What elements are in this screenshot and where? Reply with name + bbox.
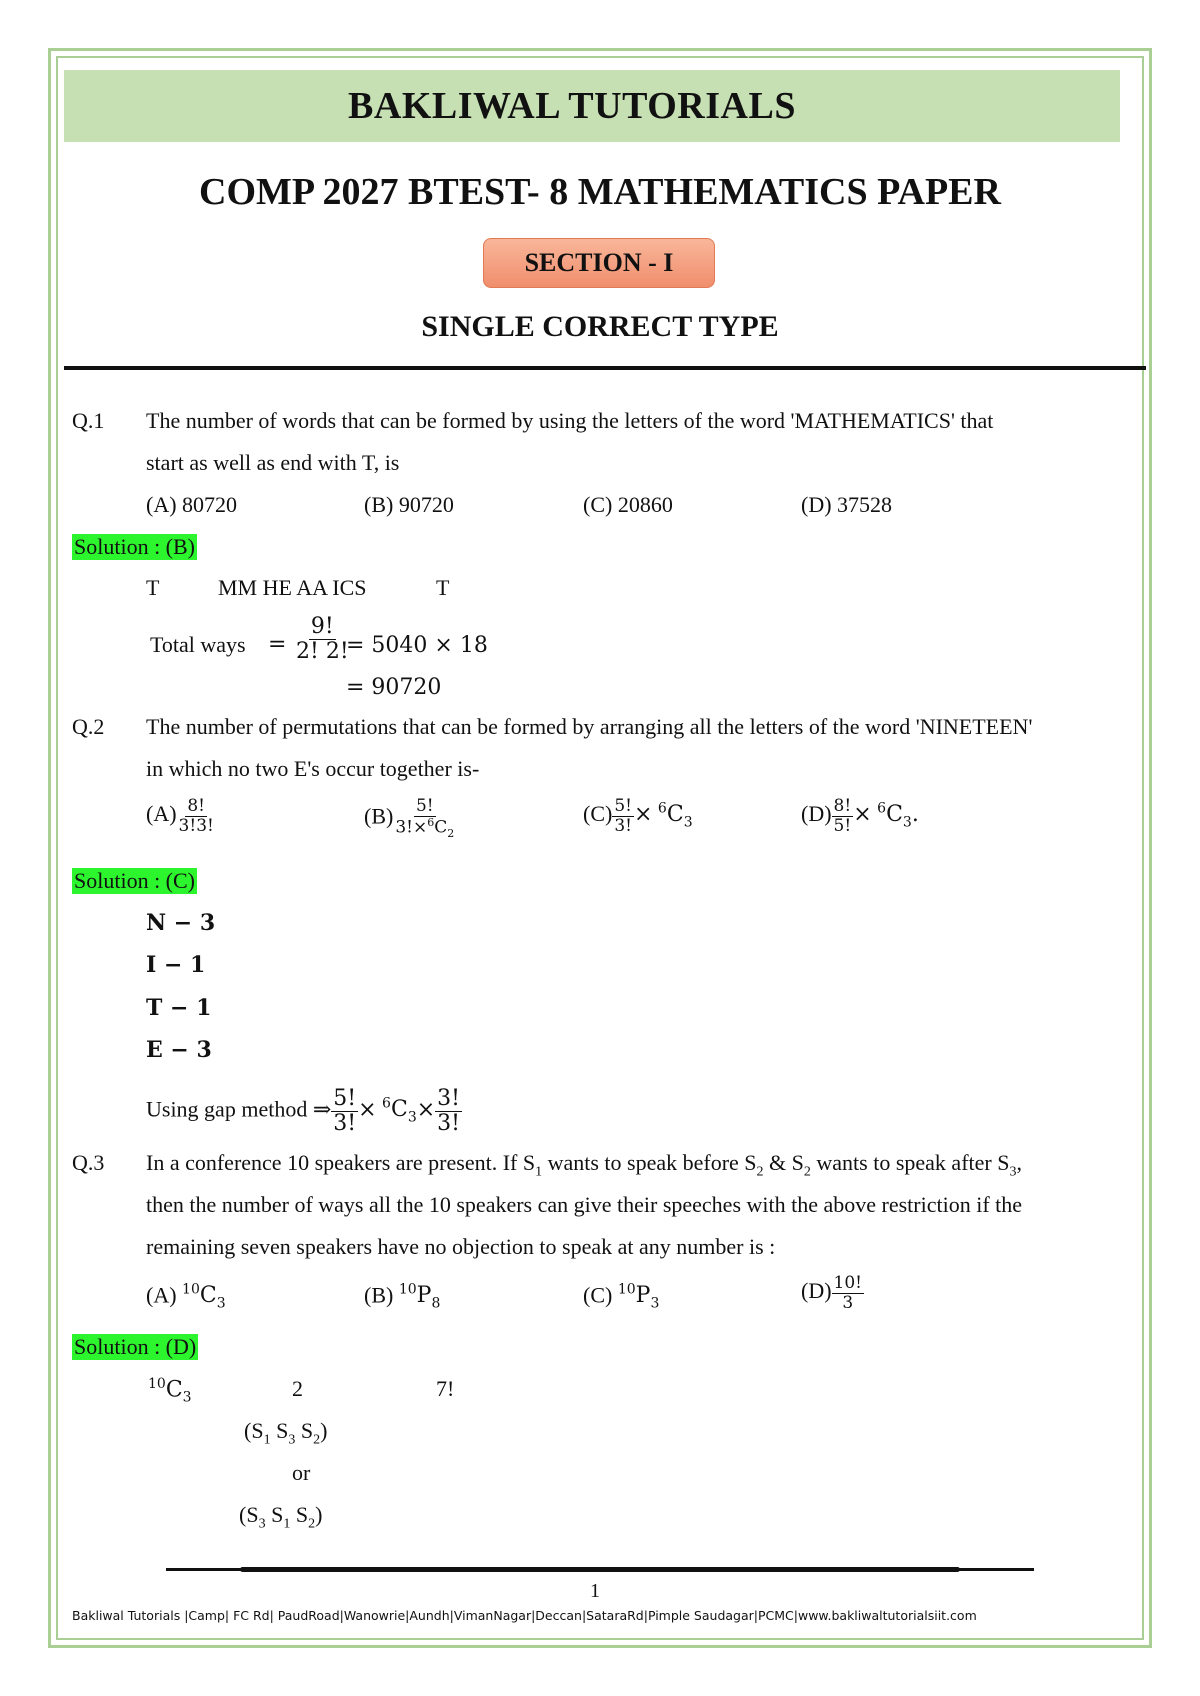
q3-order-2: [239, 1502, 322, 1532]
q1-work-first: T: [146, 575, 160, 600]
q3-option-d: [801, 1274, 864, 1312]
q2-option-a-num: 8!: [187, 796, 206, 816]
page-border-inner: [56, 56, 1144, 1640]
q3-o2-sub-c: 1: [283, 1516, 291, 1532]
q2-option-d-label: (D): [801, 801, 832, 827]
q3-option-b-sub: 8: [431, 1295, 441, 1312]
q3-option-a-sub: 3: [216, 1295, 226, 1312]
q3-l1-sub3: 2: [803, 1164, 811, 1180]
q3-o2-sub-e: 2: [308, 1516, 316, 1532]
section-badge: SECTION - I: [483, 238, 715, 288]
q2-option-d-den: 5!: [833, 815, 852, 836]
footer-branches: Bakliwal Tutorials |Camp| FC Rd| PaudRoad|Wanowrie|Aundh|VimanNagar|Deccan|SataraRd|Pimple Saudagar|PCMC|www.bakliwaltutorialsiit.com: [72, 1608, 977, 1623]
q3-o1-close: ): [320, 1418, 328, 1443]
q2-option-d-sup: 6: [877, 800, 887, 817]
q3-o2-d: S: [290, 1502, 309, 1527]
q3-o2-b: S: [265, 1502, 284, 1527]
q2-solution-label: Solution : (C): [74, 868, 196, 893]
q2-option-a: [146, 797, 216, 835]
q3-l1-part-d: wants to speak after S: [810, 1150, 1010, 1175]
page-number: 1: [590, 1580, 600, 1602]
q3-option-c-sup: 10: [617, 1282, 636, 1298]
q2-option-d-times: ×: [853, 802, 872, 828]
q3-text-line3: remaining seven speakers have no objection to speak at any number is :: [146, 1234, 776, 1259]
q3-work-two: 2: [292, 1376, 303, 1401]
q3-option-d-label: (D): [801, 1278, 832, 1304]
q3-option-d-num: 10!: [833, 1273, 863, 1293]
q3-l1-sub1: 1: [535, 1164, 543, 1180]
q3-l1-part-c: & S: [763, 1150, 804, 1175]
footer-rule-thick: [240, 1567, 960, 1572]
q2-gap-c: C: [390, 1097, 408, 1123]
header-divider: [64, 366, 1146, 370]
q2-gap-sup: 6: [382, 1096, 391, 1112]
q3-option-d-den: 3: [842, 1292, 854, 1313]
q2-option-b-sup: 6: [427, 815, 435, 829]
q3-option-a-label: (A): [146, 1282, 177, 1308]
q2-gap-label: Using gap method: [146, 1096, 308, 1122]
q2-gap-frac1-num: 5!: [333, 1085, 357, 1111]
q2-gap-sub: 3: [407, 1109, 417, 1126]
q2-option-c: [583, 797, 693, 835]
q3-o1-b: S: [270, 1418, 289, 1443]
q1-number: Q.1: [72, 408, 105, 433]
q3-option-c-sub: 3: [650, 1295, 660, 1312]
q1-total-label: Total ways: [150, 632, 246, 657]
q3-o1-open: (S: [244, 1418, 264, 1443]
q2-option-d-dot: .: [911, 802, 919, 828]
q3-o1-sub-e: 2: [313, 1432, 321, 1448]
q1-result2: = 90720: [346, 675, 442, 700]
q2-option-b-sub: 2: [447, 826, 455, 840]
q3-solution-label: Solution : (D): [74, 1334, 197, 1359]
q1-solution-label: Solution : (B): [74, 534, 196, 559]
q1-result1: = 5040 × 18: [346, 633, 488, 658]
q3-option-c-p: P: [635, 1283, 651, 1309]
q1-work-middle: MM HE AA ICS: [218, 575, 367, 600]
q2-count-n: N − 3: [146, 910, 216, 936]
q3-or: or: [292, 1460, 311, 1485]
q2-option-b-label: (B): [364, 803, 394, 829]
q1-option-b: (B) 90720: [364, 492, 454, 517]
q3-option-b-p: P: [416, 1283, 432, 1309]
q2-option-c-c: C: [666, 802, 684, 828]
q2-gap-frac1-den: 3!: [333, 1110, 357, 1136]
q3-work-c: C: [165, 1377, 183, 1403]
q3-text-line1: [146, 1150, 1022, 1180]
q1-option-d: (D) 37528: [801, 492, 893, 517]
q2-count-e: E − 3: [146, 1037, 212, 1063]
q3-text-line2: then the number of ways all the 10 speakers can give their speeches with the above restriction if the: [146, 1192, 1023, 1217]
q3-o1-d: S: [295, 1418, 314, 1443]
q2-option-b: [364, 797, 456, 840]
q3-option-c-label: (C): [583, 1282, 613, 1308]
q3-o1-sub-a: 1: [263, 1432, 271, 1448]
institute-banner: [64, 70, 1120, 142]
q1-text-line2: start as well as end with T, is: [146, 450, 400, 475]
q2-gap-frac2-num: 3!: [437, 1085, 461, 1111]
q3-option-a: [146, 1282, 226, 1312]
q1-equals: =: [268, 632, 287, 657]
q1-option-c: (C) 20860: [583, 492, 673, 517]
q3-option-b-sup: 10: [398, 1282, 417, 1298]
q2-option-c-label: (C): [583, 801, 613, 827]
q2-option-b-c: C: [434, 817, 448, 838]
q3-option-b: [364, 1282, 440, 1312]
q3-l1-sub4: 3: [1009, 1164, 1017, 1180]
q3-o2-sub-a: 3: [258, 1516, 266, 1532]
q3-o1-sub-c: 3: [288, 1432, 296, 1448]
q1-work-last: T: [436, 575, 450, 600]
q3-work-sub: 3: [182, 1389, 192, 1406]
q3-o2-open: (S: [239, 1502, 259, 1527]
q1-text-line1: The number of words that can be formed by using the letters of the word 'MATHEMATICS' that: [146, 408, 994, 433]
q3-work-combination: [148, 1376, 192, 1406]
q1-frac-den: 2! 2!: [296, 639, 349, 665]
q2-option-d-c: C: [886, 802, 903, 828]
q2-gap-arrow: ⇒: [312, 1097, 332, 1123]
q3-option-c: [583, 1282, 659, 1312]
q2-option-b-num: 5!: [415, 796, 434, 816]
q2-option-c-num: 5!: [614, 796, 632, 816]
q2-option-c-den: 3!: [614, 815, 632, 836]
q2-option-c-times: ×: [633, 802, 653, 828]
q2-option-d-sub: 3: [902, 814, 912, 831]
q2-count-t: T − 1: [146, 995, 212, 1021]
q2-number: Q.2: [72, 714, 105, 739]
q2-option-d: [801, 797, 919, 835]
q1-option-a: (A) 80720: [146, 492, 238, 517]
q2-option-d-num: 8!: [833, 796, 852, 816]
q2-gap-times1: ×: [358, 1097, 377, 1123]
q3-work-factorial: 7!: [436, 1376, 455, 1401]
q2-count-i: I − 1: [146, 952, 206, 978]
q3-work-sup: 10: [148, 1376, 166, 1392]
q2-option-c-sup: 6: [657, 800, 667, 817]
q1-fraction: [294, 615, 351, 664]
q3-l1-part-a: In a conference 10 speakers are present. If S: [146, 1150, 536, 1175]
q3-order-1: [244, 1418, 327, 1448]
q2-option-a-den: 3!3!: [178, 815, 214, 836]
q1-frac-num: 9!: [310, 614, 334, 639]
q3-option-b-label: (B): [364, 1282, 394, 1308]
q3-l1-part-e: ,: [1016, 1150, 1022, 1175]
q2-gap-times2: ×: [416, 1097, 436, 1123]
q3-o2-close: ): [315, 1502, 323, 1527]
q2-option-b-den: 3!×: [395, 817, 428, 838]
q3-option-a-sup: 10: [182, 1282, 200, 1298]
q2-option-a-label: (A): [146, 801, 177, 827]
q3-l1-part-b: wants to speak before S: [542, 1150, 757, 1175]
q2-option-c-sub: 3: [683, 814, 693, 831]
q3-l1-sub2: 2: [756, 1164, 764, 1180]
q2-gap-frac2-den: 3!: [437, 1110, 461, 1136]
paper-title: COMP 2027 BTEST- 8 MATHEMATICS PAPER: [199, 171, 1001, 213]
q2-gap-method: [146, 1080, 462, 1142]
q2-text-line1: The number of permutations that can be formed by arranging all the letters of the word 'NINETEEN': [146, 714, 1033, 739]
q3-option-a-c: C: [199, 1283, 217, 1309]
q2-text-line2: in which no two E's occur together is-: [146, 756, 480, 781]
question-type-heading: SINGLE CORRECT TYPE: [421, 310, 779, 343]
q3-number: Q.3: [72, 1150, 105, 1175]
institute-name: BAKLIWAL TUTORIALS: [348, 85, 796, 127]
